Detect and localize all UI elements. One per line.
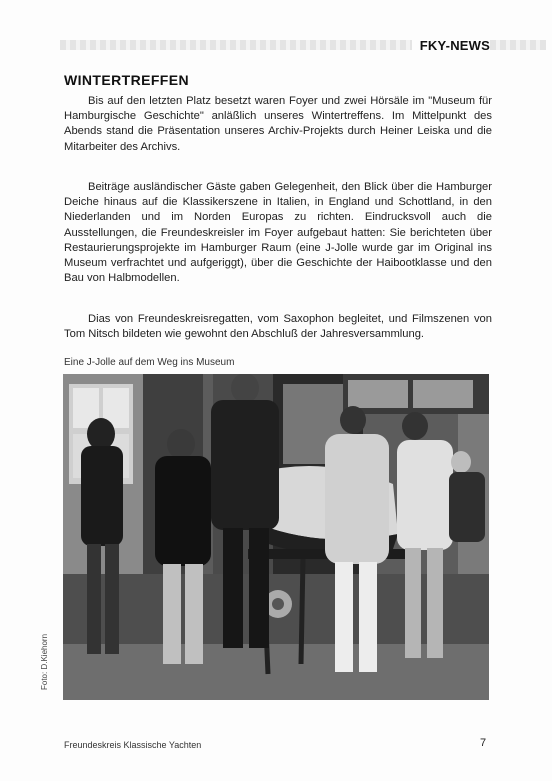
article-paragraph-1: Bis auf den letzten Platz besetzt waren Foyer und zwei Hörsäle im "Museum für Hamburgische Geschichte" anläßlich unseres Wintertreffens. Im Mittelpunkt des Abends stand die Präsentation unseres Archiv-Projekts durch Heiner Leiska und die Mitarbeiter des Archivs. [64,95,492,153]
page-number: 7 [480,737,487,749]
footer-publication: Freundeskreis Klassische Yachten [64,740,202,750]
section-label: FKY-NEWS [412,38,490,53]
article-title: WINTERTREFFEN [64,72,189,88]
article-paragraph-2: Beiträge ausländischer Gäste gaben Gelegenheit, den Blick über die Hamburger Deiche hinaus auf die Klassikerszene in Italien, in England und Schottland, in den Niederlanden und im Norden Europas zu richten. Eindrucksvoll auch die Ausstellungen, die Freundeskreisler im Foyer aufgebaut hatten: Sie berichteten über Restaurierungsprojekte im Hamburger Raum (eine J-Jolle wurde gar im Original ins Museum verfrachtet und aufgeriggt), über die Geschichte der Haibootklasse und den Bau von Halbmodellen. [64,181,492,285]
photo-credit: Foto: D.Kiehorn [40,633,49,690]
photo-caption: Eine J-Jolle auf dem Weg ins Museum [64,357,235,368]
museum-photo [63,374,489,700]
article-paragraph-3: Dias von Freundeskreisregatten, vom Saxophon begleitet, und Filmszenen von Tom Nitsch bildeten wie gewohnt den Abschluß der Jahresversammlung. [64,313,492,341]
